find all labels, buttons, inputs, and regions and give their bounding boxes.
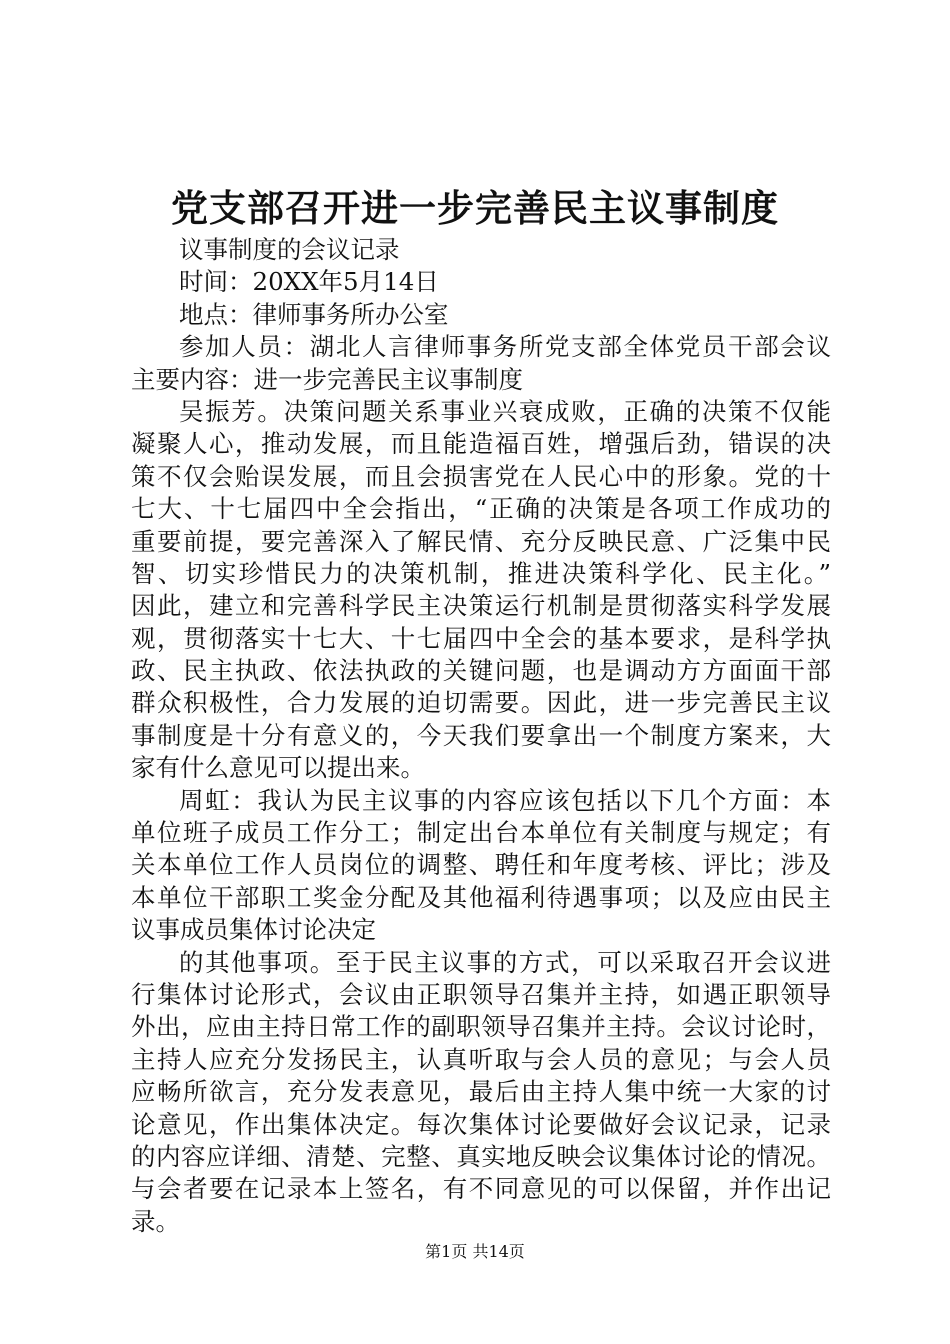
text-line: 录。: [131, 1206, 180, 1236]
text-line: 地点：律师事务所办公室: [179, 299, 449, 329]
text-line: 行集体讨论形式，会议由正职领导召集并主持，如遇正职领导: [131, 979, 831, 1009]
text-line: 家有什么意见可以提出来。: [131, 753, 425, 783]
text-line: 因此，建立和完善科学民主决策运行机制是贯彻落实科学发展: [131, 591, 831, 621]
text-line: 单位班子成员工作分工；制定出台本单位有关制度与规定；有: [131, 818, 831, 848]
text-line: 重要前提，要完善深入了解民情、充分反映民意、广泛集中民: [131, 526, 831, 556]
text-line: 议事制度的会议记录: [179, 235, 400, 264]
text-line: 与会者要在记录本上签名，有不同意见的可以保留，并作出记: [131, 1174, 831, 1204]
text-line: 的其他事项。至于民主议事的方式，可以采取召开会议进: [179, 947, 831, 977]
text-line: 外出，应由主持日常工作的副职领导召集并主持。会议讨论时，: [131, 1012, 831, 1042]
text-line: 七大、十七届四中全会指出，“正确的决策是各项工作成功的: [131, 494, 831, 524]
text-line: 周虹：我认为民主议事的内容应该包括以下几个方面：本: [179, 785, 831, 815]
text-line: 政、民主执政、依法执政的关键问题，也是调动方方面面干部: [131, 656, 831, 686]
text-line: 群众积极性，合力发展的迫切需要。因此，进一步完善民主议: [131, 688, 831, 718]
text-line: 论意见，作出集体决定。每次集体讨论要做好会议记录，记录: [131, 1109, 831, 1139]
text-line: 事制度是十分有意义的，今天我们要拿出一个制度方案来，大: [131, 720, 831, 750]
text-line: 凝聚人心，推动发展，而且能造福百姓，增强后劲，错误的决: [131, 429, 831, 459]
text-line: 吴振芳。决策问题关系事业兴衰成败，正确的决策不仅能: [179, 396, 831, 426]
text-line: 观，贯彻落实十七大、十七届四中全会的基本要求，是科学执: [131, 623, 831, 653]
text-line: 智、切实珍惜民力的决策机制，推进决策科学化、民主化。”: [131, 558, 831, 588]
text-line: 策不仅会贻误发展，而且会损害党在人民心中的形象。党的十: [131, 461, 831, 491]
text-line: 主要内容：进一步完善民主议事制度: [131, 364, 523, 394]
text-line: 时间：20XX年5月14日: [179, 267, 439, 297]
document-body: [131, 234, 831, 1238]
document-title: 党支部召开进一步完善民主议事制度: [171, 186, 779, 230]
text-line: 议事成员集体讨论决定: [131, 915, 376, 945]
text-line: 应畅所欲言，充分发表意见，最后由主持人集中统一大家的讨: [131, 1077, 831, 1107]
page-footer: 第1页 共14页: [425, 1242, 525, 1261]
text-line: 的内容应详细、清楚、完整、真实地反映会议集体讨论的情况。: [131, 1141, 831, 1171]
text-line: 主持人应充分发扬民主，认真听取与会人员的意见；与会人员: [131, 1044, 831, 1074]
text-line: 关本单位工作人员岗位的调整、聘任和年度考核、评比；涉及: [131, 850, 831, 880]
text-line: 参加人员：湖北人言律师事务所党支部全体党员干部会议: [179, 332, 831, 362]
text-line: 本单位干部职工奖金分配及其他福利待遇事项；以及应由民主: [131, 882, 831, 912]
